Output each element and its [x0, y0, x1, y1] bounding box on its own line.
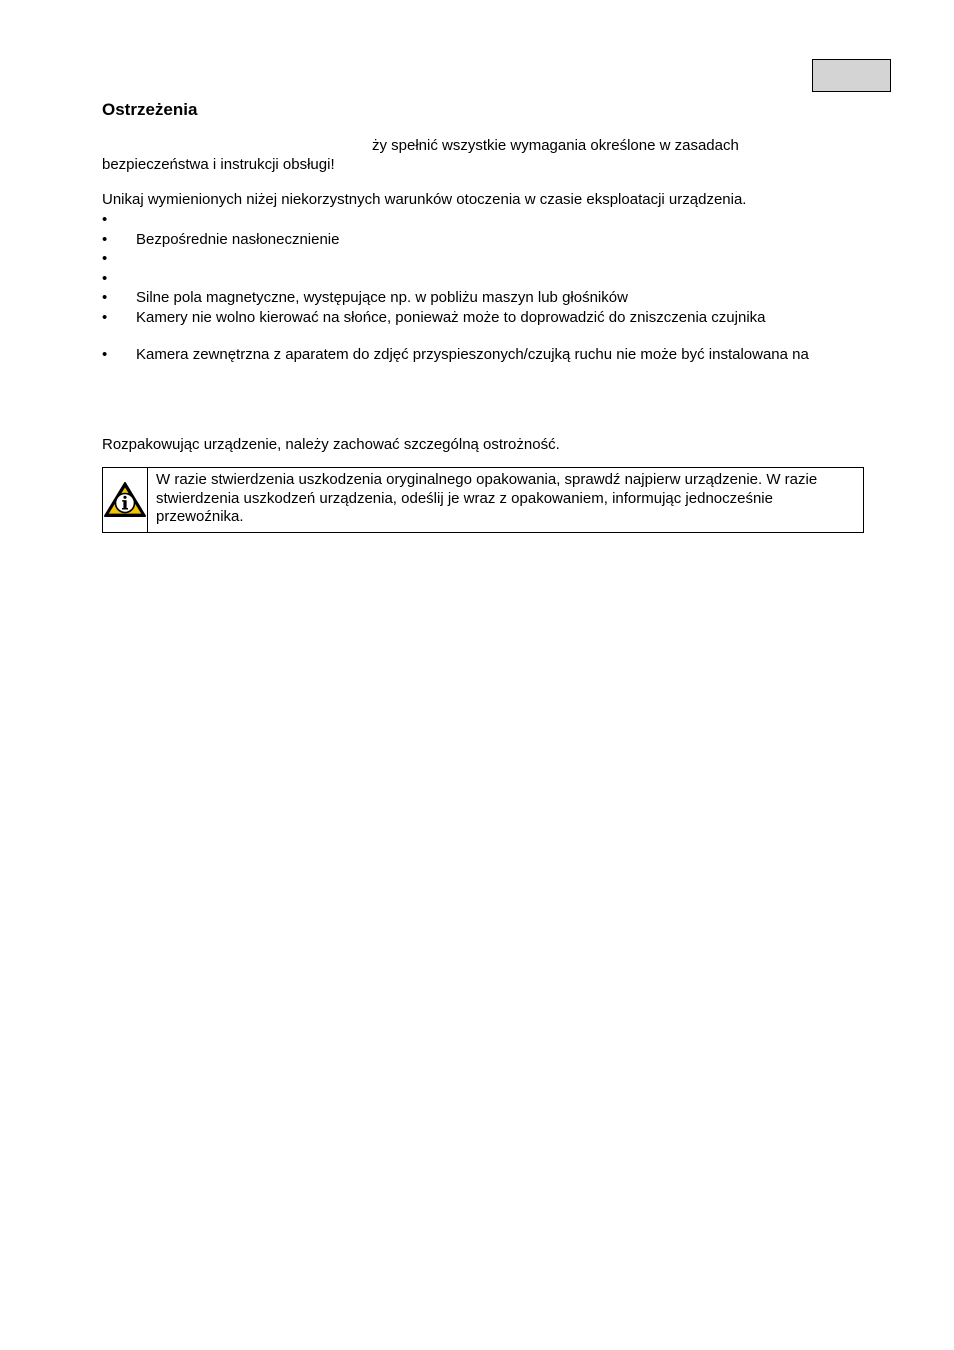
list-item-text: Kamery nie wolno kierować na słońce, ponieważ może to doprowadzić do zniszczenia czujnika: [136, 308, 766, 326]
notice-text: W razie stwierdzenia uszkodzenia oryginalnego opakowania, sprawdź najpierw urządzenie. W razie stwierdzenia uszkodzeń urządzenia, odeślij je wraz z opakowaniem, informując jednocześnie przewoźnika.: [156, 471, 818, 525]
section-heading: Ostrzeżenia: [102, 100, 198, 119]
unpacking-text: Rozpakowując urządzenie, należy zachować szczególną ostrożność.: [102, 436, 560, 453]
intro-line-1: ży spełnić wszystkie wymagania określone w zasadach: [372, 137, 739, 154]
info-warning-icon: [103, 481, 147, 519]
bullet-marker: •: [102, 308, 108, 326]
bullet-marker: •: [102, 211, 108, 228]
intro-line-2: bezpieczeństwa i instrukcji obsługi!: [102, 156, 335, 173]
bullet-marker: •: [102, 269, 108, 287]
bullet-marker: •: [102, 230, 108, 248]
conditions-intro: Unikaj wymienionych niżej niekorzystnych warunków otoczenia w czasie eksploatacji urządzenia.: [102, 191, 747, 208]
bullet-marker: •: [102, 289, 108, 306]
language-tab-box: [812, 59, 891, 92]
list-item-text: Bezpośrednie nasłonecznienie: [136, 230, 340, 248]
notice-box: [102, 467, 864, 533]
list-item-text: Silne pola magnetyczne, występujące np. w pobliżu maszyn lub głośników: [136, 289, 628, 306]
notice-icon-cell: [103, 468, 148, 532]
bullet-marker: •: [102, 346, 108, 363]
bullet-marker: •: [102, 250, 108, 267]
list-item-text: Kamera zewnętrzna z aparatem do zdjęć przyspieszonych/czujką ruchu nie może być instalowana na: [136, 346, 809, 363]
